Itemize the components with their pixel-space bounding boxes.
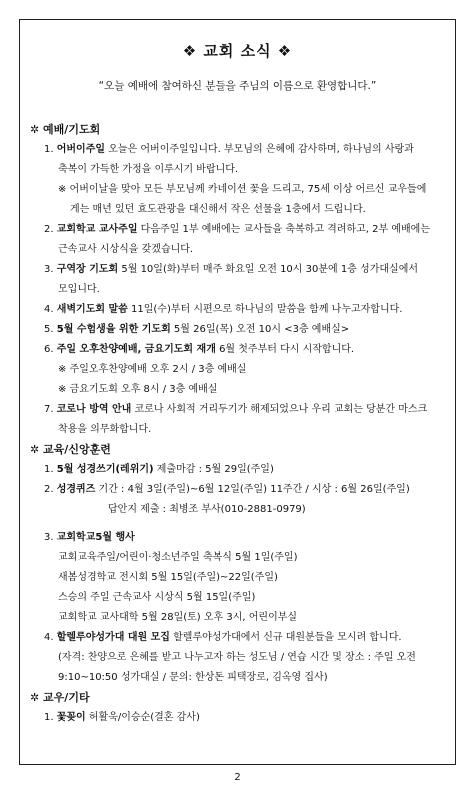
welcome-message: “오늘 예배에 참여하신 분들을 주님의 이름으로 환영합니다.”: [98, 80, 377, 92]
page-title: ❖ 교회 소식 ❖: [182, 42, 293, 60]
list-item: 2. 성경퀴즈 기간 : 4월 3일(주일)~6월 12일(주일) 11주간 / 시상 : 6월 26일(주일): [44, 484, 410, 495]
list-item-continuation: 착용을 의무화합니다.: [58, 424, 152, 435]
list-note: ※ 주일오후찬양예배 오후 2시 / 3층 예배실: [58, 364, 247, 375]
event-line: 교회교육주일/어린이·청소년주일 축복식 5월 1일(주일): [58, 552, 298, 563]
list-item-continuation: 근속교사 시상식을 갖겠습니다.: [58, 244, 194, 255]
list-item: 1. 5월 성경쓰기(레위기) 제출마감 : 5월 29일(주일): [44, 464, 274, 475]
section-heading-members: ✲ 교우/기타: [30, 691, 90, 704]
list-item: 1. 꽃꽂이 허활욱/이승순(결혼 감사): [44, 712, 200, 723]
list-item-continuation: 모입니다.: [58, 284, 100, 295]
event-line: 교회학교 교사대학 5월 28일(토) 오후 3시, 어린이부실: [58, 612, 298, 623]
list-item-continuation: 축복이 가득한 가정을 이루시기 바랍니다.: [58, 164, 239, 175]
event-line: 새봄성경학교 전시회 5월 15일(주일)~22일(주일): [58, 572, 278, 583]
news-content: [30, 120, 447, 728]
bulletin-frame: [19, 19, 456, 765]
list-item-continuation: (자격: 찬양으로 은혜를 받고 나누고자 하는 성도님 / 연습 시간 및 장소 : 주일 오전: [58, 652, 416, 663]
list-note: ※ 금요기도회 오후 8시 / 3층 예배실: [58, 384, 218, 395]
event-line: 스승의 주일 근속교사 시상식 5월 15일(주일): [58, 592, 256, 603]
list-item: 7. 코로나 방역 안내 코로나 사회적 거리두기가 해제되었으나 우리 교회는 당분간 마스크: [44, 404, 428, 415]
section-heading-worship: ✲ 예배/기도회: [30, 123, 101, 136]
page-number: 2: [234, 772, 241, 783]
list-item: 2. 교회학교 교사주일 다음주일 1부 예배에는 교사들을 축복하고 격려하고, 2부 예배에는: [44, 224, 430, 235]
list-item-continuation: 9:10~10:50 성가대실 / 문의: 한상돈 피택장로, 김옥영 집사): [58, 672, 328, 683]
list-item: 3. 구역장 기도회 5월 10일(화)부터 매주 화요일 오전 10시 30분에 1층 성가대실에서: [44, 264, 419, 275]
list-item: 4. 새벽기도회 말씀 11일(수)부터 시편으로 하나님의 말씀을 함께 나누고자합니다.: [44, 304, 403, 315]
list-note: ※ 어버이날을 맞아 모든 부모님께 카네이션 꽃을 드리고, 75세 이상 어르신 교우들에: [58, 184, 427, 195]
section-heading-education: ✲ 교육/신앙훈련: [30, 443, 111, 456]
list-item: 1. 어버이주일 오늘은 어버이주일입니다. 부모님의 은혜에 감사하며, 하나님의 사랑과: [44, 144, 414, 155]
list-item: 3. 교회학교5월 행사: [44, 532, 135, 543]
list-item: 4. 할렐루야성가대 대원 모집 할렐루야성가대에서 신규 대원분들을 모시려 합니다.: [44, 632, 402, 643]
list-item: 5. 5월 수험생을 위한 기도회 5월 26일(목) 오전 10시 <3층 예배실>: [44, 324, 350, 335]
list-note-continuation: 게는 매년 있던 효도관광을 대신해서 작은 선물을 1층에서 드립니다.: [70, 204, 366, 215]
list-item: 6. 주일 오후찬양예배, 금요기도회 재개 6월 첫주부터 다시 시작합니다.: [44, 344, 355, 355]
list-item-continuation: 답안지 제출 : 최병조 부사(010-2881-0979): [108, 504, 306, 515]
